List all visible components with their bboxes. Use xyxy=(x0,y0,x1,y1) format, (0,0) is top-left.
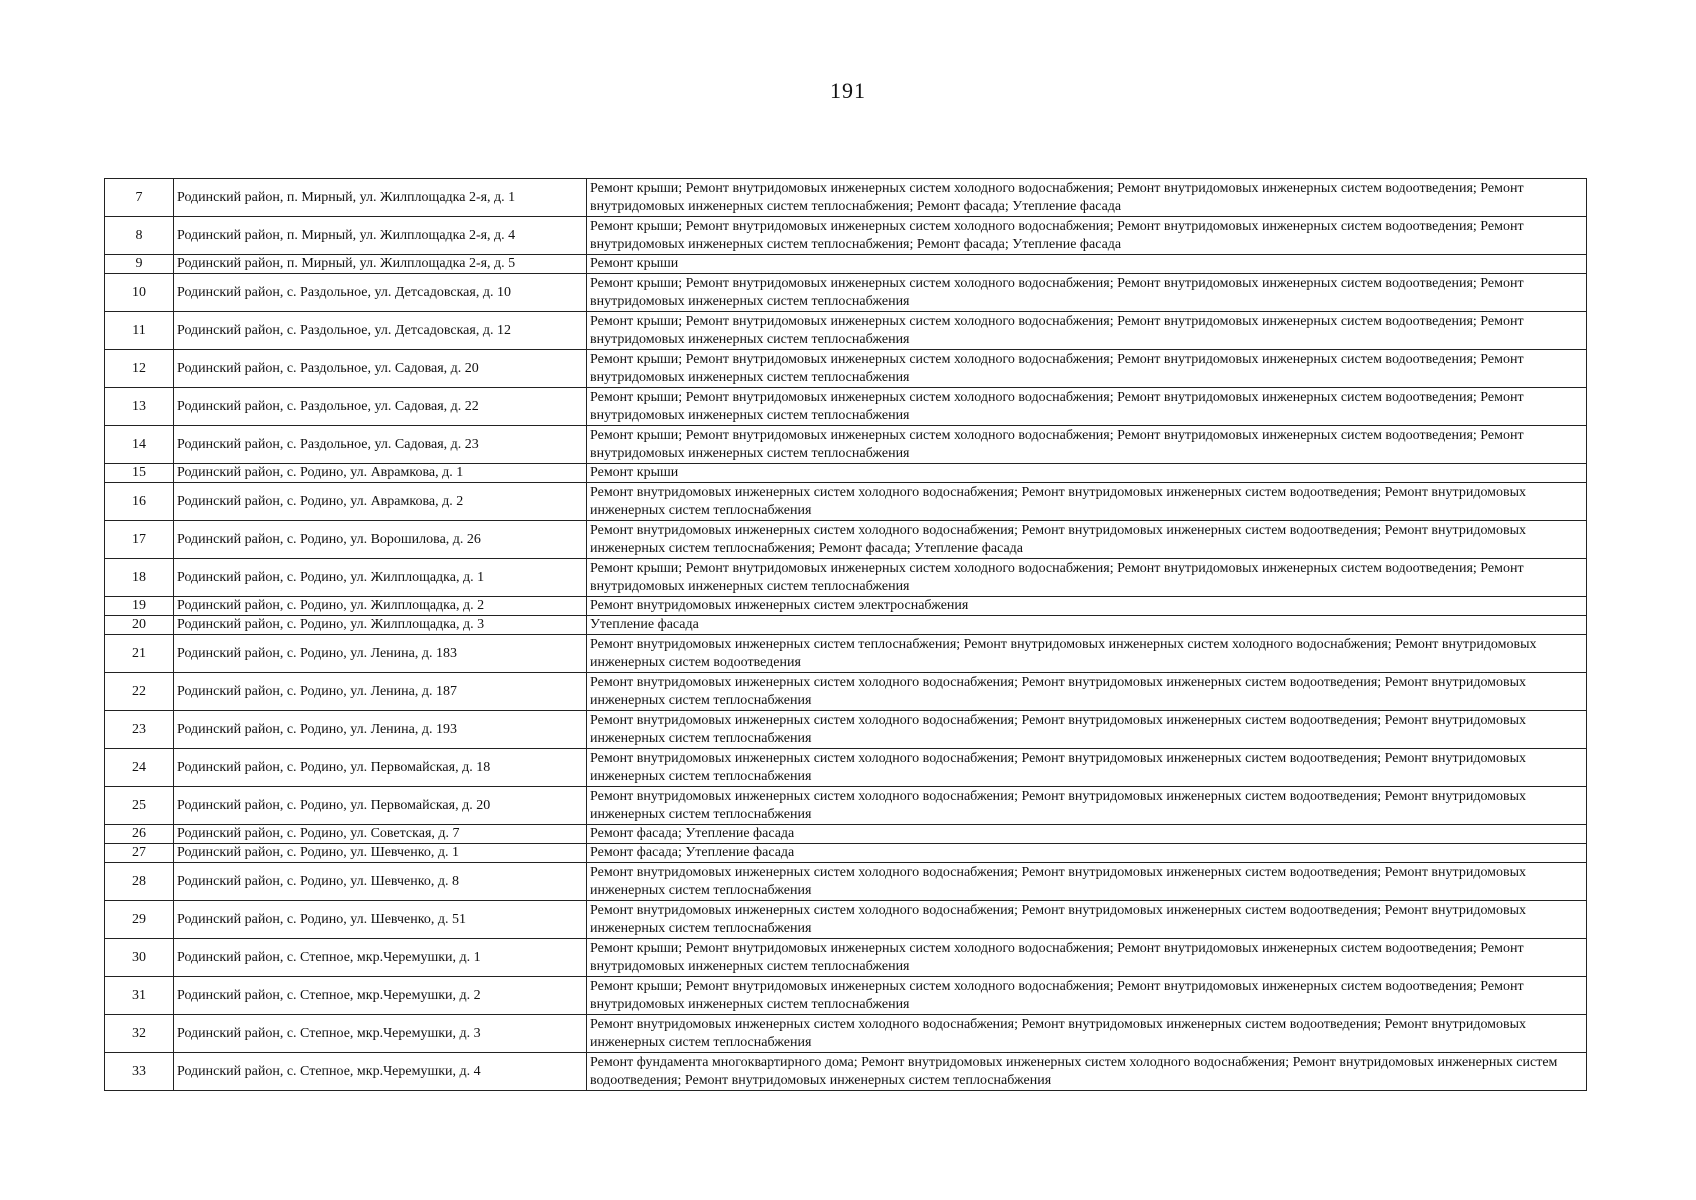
row-number-cell: 19 xyxy=(105,597,174,616)
row-number-cell: 8 xyxy=(105,217,174,255)
works-cell: Ремонт внутридомовых инженерных систем теплоснабжения; Ремонт внутридомовых инженерных систем холодного водоснабжения; Ремонт внутридомовых инженерных систем водоотведения xyxy=(587,635,1587,673)
address-cell: Родинский район, с. Родино, ул. Ленина, д. 183 xyxy=(174,635,587,673)
table-row xyxy=(105,844,1587,863)
table-row xyxy=(105,274,1587,312)
table-row xyxy=(105,464,1587,483)
row-number-cell: 29 xyxy=(105,901,174,939)
address-cell: Родинский район, с. Степное, мкр.Черемушки, д. 2 xyxy=(174,977,587,1015)
works-cell: Ремонт крыши; Ремонт внутридомовых инженерных систем холодного водоснабжения; Ремонт внутридомовых инженерных систем водоотведения; Ремонт внутридомовых инженерных систем теплоснабжения xyxy=(587,388,1587,426)
address-cell: Родинский район, с. Родино, ул. Жилплощадка, д. 2 xyxy=(174,597,587,616)
address-cell: Родинский район, с. Раздольное, ул. Садовая, д. 22 xyxy=(174,388,587,426)
table-row xyxy=(105,977,1587,1015)
address-cell: Родинский район, с. Родино, ул. Шевченко, д. 8 xyxy=(174,863,587,901)
row-number-cell: 15 xyxy=(105,464,174,483)
row-number-cell: 31 xyxy=(105,977,174,1015)
table-row xyxy=(105,825,1587,844)
address-cell: Родинский район, с. Раздольное, ул. Садовая, д. 20 xyxy=(174,350,587,388)
table-row xyxy=(105,255,1587,274)
works-cell: Ремонт крыши; Ремонт внутридомовых инженерных систем холодного водоснабжения; Ремонт внутридомовых инженерных систем водоотведения; Ремонт внутридомовых инженерных систем теплоснабжения xyxy=(587,559,1587,597)
works-cell: Ремонт внутридомовых инженерных систем холодного водоснабжения; Ремонт внутридомовых инженерных систем водоотведения; Ремонт внутридомовых инженерных систем теплоснабжения xyxy=(587,673,1587,711)
table-row xyxy=(105,559,1587,597)
works-cell: Ремонт крыши; Ремонт внутридомовых инженерных систем холодного водоснабжения; Ремонт внутридомовых инженерных систем водоотведения; Ремонт внутридомовых инженерных систем теплоснабжения; Ремонт фасада; Утепление фасада xyxy=(587,179,1587,217)
table-row xyxy=(105,426,1587,464)
table-body xyxy=(105,179,1587,1091)
works-cell: Ремонт крыши; Ремонт внутридомовых инженерных систем холодного водоснабжения; Ремонт внутридомовых инженерных систем водоотведения; Ремонт внутридомовых инженерных систем теплоснабжения xyxy=(587,274,1587,312)
row-number-cell: 20 xyxy=(105,616,174,635)
address-cell: Родинский район, с. Родино, ул. Первомайская, д. 18 xyxy=(174,749,587,787)
works-cell: Ремонт внутридомовых инженерных систем холодного водоснабжения; Ремонт внутридомовых инженерных систем водоотведения; Ремонт внутридомовых инженерных систем теплоснабжения xyxy=(587,787,1587,825)
address-cell: Родинский район, с. Родино, ул. Жилплощадка, д. 3 xyxy=(174,616,587,635)
table-row xyxy=(105,217,1587,255)
works-cell: Ремонт крыши xyxy=(587,464,1587,483)
row-number-cell: 13 xyxy=(105,388,174,426)
row-number-cell: 18 xyxy=(105,559,174,597)
row-number-cell: 11 xyxy=(105,312,174,350)
table-row xyxy=(105,787,1587,825)
row-number-cell: 17 xyxy=(105,521,174,559)
table-row xyxy=(105,179,1587,217)
table-row xyxy=(105,673,1587,711)
address-cell: Родинский район, п. Мирный, ул. Жилплощадка 2-я, д. 1 xyxy=(174,179,587,217)
works-cell: Ремонт крыши; Ремонт внутридомовых инженерных систем холодного водоснабжения; Ремонт внутридомовых инженерных систем водоотведения; Ремонт внутридомовых инженерных систем теплоснабжения xyxy=(587,939,1587,977)
table-row xyxy=(105,749,1587,787)
table-row xyxy=(105,1053,1587,1091)
table-row xyxy=(105,711,1587,749)
table-row xyxy=(105,350,1587,388)
row-number-cell: 12 xyxy=(105,350,174,388)
address-cell: Родинский район, с. Родино, ул. Жилплощадка, д. 1 xyxy=(174,559,587,597)
row-number-cell: 22 xyxy=(105,673,174,711)
address-cell: Родинский район, с. Степное, мкр.Черемушки, д. 1 xyxy=(174,939,587,977)
works-cell: Ремонт внутридомовых инженерных систем холодного водоснабжения; Ремонт внутридомовых инженерных систем водоотведения; Ремонт внутридомовых инженерных систем теплоснабжения xyxy=(587,863,1587,901)
row-number-cell: 24 xyxy=(105,749,174,787)
works-cell: Ремонт внутридомовых инженерных систем холодного водоснабжения; Ремонт внутридомовых инженерных систем водоотведения; Ремонт внутридомовых инженерных систем теплоснабжения xyxy=(587,483,1587,521)
works-cell: Ремонт внутридомовых инженерных систем холодного водоснабжения; Ремонт внутридомовых инженерных систем водоотведения; Ремонт внутридомовых инженерных систем теплоснабжения xyxy=(587,901,1587,939)
table-row xyxy=(105,597,1587,616)
address-cell: Родинский район, с. Родино, ул. Шевченко, д. 1 xyxy=(174,844,587,863)
address-cell: Родинский район, с. Родино, ул. Ленина, д. 193 xyxy=(174,711,587,749)
row-number-cell: 9 xyxy=(105,255,174,274)
works-cell: Ремонт внутридомовых инженерных систем холодного водоснабжения; Ремонт внутридомовых инженерных систем водоотведения; Ремонт внутридомовых инженерных систем теплоснабжения; Ремонт фасада; Утепление фасада xyxy=(587,521,1587,559)
page-number: 191 xyxy=(830,78,866,103)
repair-works-table xyxy=(104,178,1587,1091)
address-cell: Родинский район, с. Раздольное, ул. Детсадовская, д. 10 xyxy=(174,274,587,312)
address-cell: Родинский район, п. Мирный, ул. Жилплощадка 2-я, д. 5 xyxy=(174,255,587,274)
row-number-cell: 16 xyxy=(105,483,174,521)
address-cell: Родинский район, с. Родино, ул. Первомайская, д. 20 xyxy=(174,787,587,825)
row-number-cell: 27 xyxy=(105,844,174,863)
works-cell: Ремонт фасада; Утепление фасада xyxy=(587,825,1587,844)
works-cell: Ремонт крыши; Ремонт внутридомовых инженерных систем холодного водоснабжения; Ремонт внутридомовых инженерных систем водоотведения; Ремонт внутридомовых инженерных систем теплоснабжения; Ремонт фасада; Утепление фасада xyxy=(587,217,1587,255)
table-row xyxy=(105,388,1587,426)
address-cell: Родинский район, с. Степное, мкр.Черемушки, д. 4 xyxy=(174,1053,587,1091)
address-cell: Родинский район, с. Родино, ул. Шевченко, д. 51 xyxy=(174,901,587,939)
row-number-cell: 26 xyxy=(105,825,174,844)
works-cell: Ремонт внутридомовых инженерных систем холодного водоснабжения; Ремонт внутридомовых инженерных систем водоотведения; Ремонт внутридомовых инженерных систем теплоснабжения xyxy=(587,1015,1587,1053)
address-cell: Родинский район, с. Родино, ул. Аврамкова, д. 2 xyxy=(174,483,587,521)
row-number-cell: 28 xyxy=(105,863,174,901)
works-cell: Ремонт внутридомовых инженерных систем электроснабжения xyxy=(587,597,1587,616)
row-number-cell: 14 xyxy=(105,426,174,464)
table-row xyxy=(105,312,1587,350)
table-row xyxy=(105,616,1587,635)
table-row xyxy=(105,483,1587,521)
table-row xyxy=(105,863,1587,901)
address-cell: Родинский район, с. Родино, ул. Аврамкова, д. 1 xyxy=(174,464,587,483)
row-number-cell: 32 xyxy=(105,1015,174,1053)
address-cell: Родинский район, с. Родино, ул. Ленина, д. 187 xyxy=(174,673,587,711)
table-row xyxy=(105,1015,1587,1053)
table-row xyxy=(105,939,1587,977)
row-number-cell: 7 xyxy=(105,179,174,217)
address-cell: Родинский район, с. Родино, ул. Ворошилова, д. 26 xyxy=(174,521,587,559)
address-cell: Родинский район, с. Степное, мкр.Черемушки, д. 3 xyxy=(174,1015,587,1053)
row-number-cell: 33 xyxy=(105,1053,174,1091)
row-number-cell: 25 xyxy=(105,787,174,825)
table-row xyxy=(105,901,1587,939)
works-cell: Утепление фасада xyxy=(587,616,1587,635)
works-cell: Ремонт фундамента многоквартирного дома; Ремонт внутридомовых инженерных систем холодного водоснабжения; Ремонт внутридомовых инженерных систем водоотведения; Ремонт внутридомовых инженерных систем теплоснабжения xyxy=(587,1053,1587,1091)
works-cell: Ремонт крыши; Ремонт внутридомовых инженерных систем холодного водоснабжения; Ремонт внутридомовых инженерных систем водоотведения; Ремонт внутридомовых инженерных систем теплоснабжения xyxy=(587,426,1587,464)
row-number-cell: 21 xyxy=(105,635,174,673)
row-number-cell: 30 xyxy=(105,939,174,977)
row-number-cell: 23 xyxy=(105,711,174,749)
works-cell: Ремонт внутридомовых инженерных систем холодного водоснабжения; Ремонт внутридомовых инженерных систем водоотведения; Ремонт внутридомовых инженерных систем теплоснабжения xyxy=(587,711,1587,749)
address-cell: Родинский район, п. Мирный, ул. Жилплощадка 2-я, д. 4 xyxy=(174,217,587,255)
works-cell: Ремонт крыши; Ремонт внутридомовых инженерных систем холодного водоснабжения; Ремонт внутридомовых инженерных систем водоотведения; Ремонт внутридомовых инженерных систем теплоснабжения xyxy=(587,312,1587,350)
address-cell: Родинский район, с. Раздольное, ул. Садовая, д. 23 xyxy=(174,426,587,464)
works-cell: Ремонт крыши; Ремонт внутридомовых инженерных систем холодного водоснабжения; Ремонт внутридомовых инженерных систем водоотведения; Ремонт внутридомовых инженерных систем теплоснабжения xyxy=(587,977,1587,1015)
row-number-cell: 10 xyxy=(105,274,174,312)
works-cell: Ремонт внутридомовых инженерных систем холодного водоснабжения; Ремонт внутридомовых инженерных систем водоотведения; Ремонт внутридомовых инженерных систем теплоснабжения xyxy=(587,749,1587,787)
table-row xyxy=(105,521,1587,559)
address-cell: Родинский район, с. Раздольное, ул. Детсадовская, д. 12 xyxy=(174,312,587,350)
works-cell: Ремонт крыши xyxy=(587,255,1587,274)
works-cell: Ремонт фасада; Утепление фасада xyxy=(587,844,1587,863)
works-cell: Ремонт крыши; Ремонт внутридомовых инженерных систем холодного водоснабжения; Ремонт внутридомовых инженерных систем водоотведения; Ремонт внутридомовых инженерных систем теплоснабжения xyxy=(587,350,1587,388)
address-cell: Родинский район, с. Родино, ул. Советская, д. 7 xyxy=(174,825,587,844)
table-row xyxy=(105,635,1587,673)
